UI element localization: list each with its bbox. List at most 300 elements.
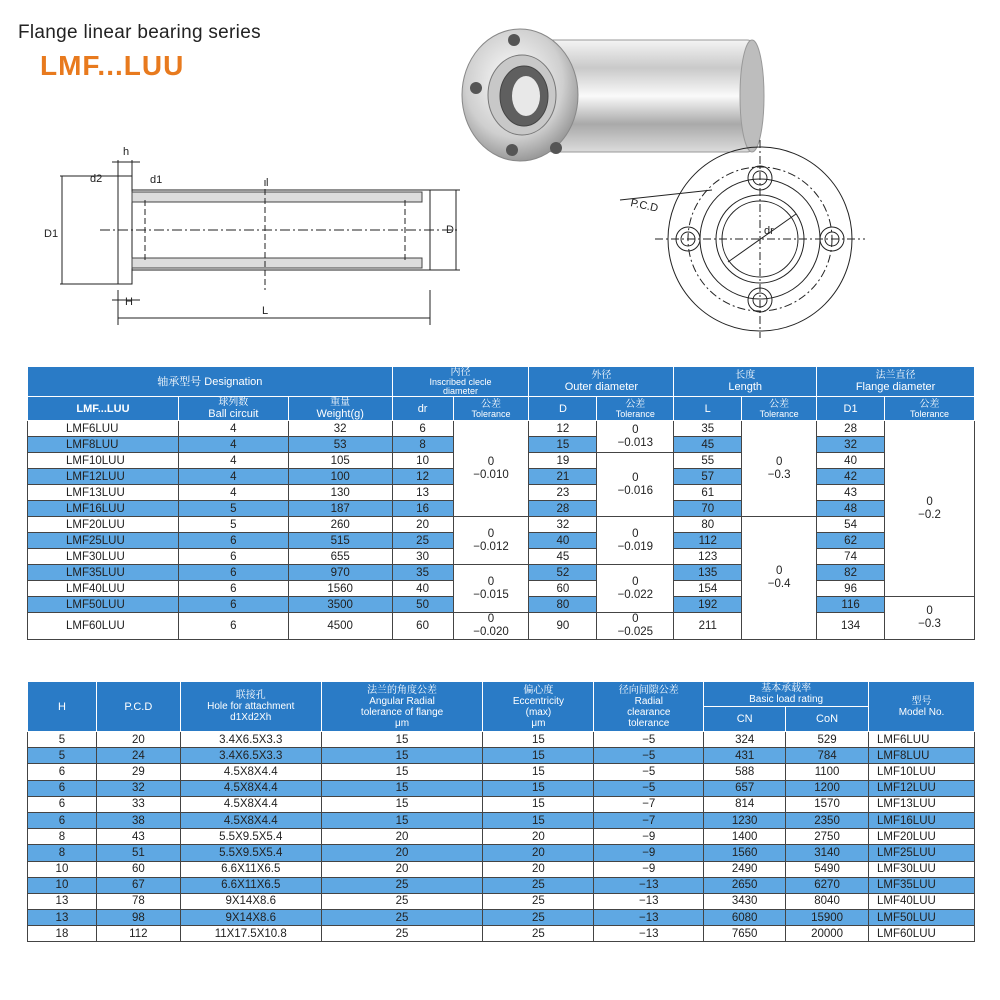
- D-tolerance-header: 公差 Tolerance: [597, 397, 674, 421]
- con-cell: 6270: [786, 877, 869, 893]
- tolerance-upper: 0: [632, 423, 639, 436]
- D-cell: 90: [529, 613, 597, 640]
- L-cell: 123: [674, 549, 742, 565]
- weight-cell: 32: [288, 421, 392, 437]
- model-cell: LMF35LUU: [28, 565, 179, 581]
- tolerance-lower: −0.013: [617, 436, 654, 449]
- tolerance-upper: 0: [775, 455, 783, 468]
- table-row: [28, 910, 975, 926]
- con-cell: 529: [786, 732, 869, 748]
- model-no-cell: LMF25LUU: [869, 845, 975, 861]
- dr-cell: 25: [392, 533, 453, 549]
- ball-circuit-cell: 6: [178, 565, 288, 581]
- D-cell: 45: [529, 549, 597, 565]
- con-cell: 3140: [786, 845, 869, 861]
- tolerance-upper: 0: [775, 565, 783, 577]
- hole-cell: 4.5X8X4.4: [180, 780, 321, 796]
- D-cell: 28: [529, 501, 597, 517]
- model-no-header: 型号 Model No.: [869, 682, 975, 732]
- table-row: [28, 926, 975, 942]
- eccentricity-header: 偏心度 Eccentricity (max) μm: [483, 682, 594, 732]
- model-no-cell: LMF60LUU: [869, 926, 975, 942]
- eccentricity-cell: 15: [483, 812, 594, 828]
- ball-circuit-header: 球列数 Ball circuit: [178, 397, 288, 421]
- eccentricity-cell: 20: [483, 861, 594, 877]
- D-cell: 80: [529, 597, 597, 613]
- tolerance-lower: −0.010: [473, 468, 509, 481]
- D1-header: D1: [817, 397, 885, 421]
- D-tolerance-cell: [597, 421, 674, 453]
- radial-clearance-cell: −5: [594, 732, 704, 748]
- weight-cell: 655: [288, 549, 392, 565]
- cn-cell: 431: [704, 748, 786, 764]
- model-cell: LMF30LUU: [28, 549, 179, 565]
- dr-tolerance-header: 公差 Tolerance: [453, 397, 529, 421]
- weight-cell: 515: [288, 533, 392, 549]
- model-no-cell: LMF40LUU: [869, 893, 975, 909]
- table-row: [28, 748, 975, 764]
- model-col-header: LMF...LUU: [28, 397, 179, 421]
- dr-cell: 6: [392, 421, 453, 437]
- pcd-cell: 98: [96, 910, 180, 926]
- cn-cell: 588: [704, 764, 786, 780]
- cn-cell: 7650: [704, 926, 786, 942]
- D1-cell: 43: [817, 485, 885, 501]
- weight-header: 重量 Weight(g): [288, 397, 392, 421]
- weight-cell: 1560: [288, 581, 392, 597]
- table-row: [28, 732, 975, 748]
- D-cell: 23: [529, 485, 597, 501]
- pcd-cell: 24: [96, 748, 180, 764]
- weight-cell: 3500: [288, 597, 392, 613]
- weight-cell: 105: [288, 453, 392, 469]
- L-cell: 192: [674, 597, 742, 613]
- hole-cell: 3.4X6.5X3.3: [180, 748, 321, 764]
- pcd-header: P.C.D: [96, 682, 180, 732]
- dr-cell: 16: [392, 501, 453, 517]
- ball-circuit-cell: 5: [178, 501, 288, 517]
- dr-cell: 40: [392, 581, 453, 597]
- table-row: [28, 613, 975, 640]
- tolerance-lower: −0.2: [918, 508, 941, 521]
- radial-clearance-cell: −13: [594, 893, 704, 909]
- angular-tolerance-cell: 15: [321, 796, 483, 812]
- dr-tolerance-cell: [453, 565, 529, 613]
- outer-diameter-header: 外径 Outer diameter: [529, 367, 674, 397]
- series-title: Flange linear bearing series: [18, 22, 261, 43]
- hole-cell: 4.5X8X4.4: [180, 812, 321, 828]
- hole-cell: 5.5X9.5X5.4: [180, 845, 321, 861]
- dr-header: dr: [392, 397, 453, 421]
- L-cell: 61: [674, 485, 742, 501]
- dim-pcd-label: P.C.D: [629, 197, 660, 215]
- tolerance-lower: −0.016: [617, 484, 654, 497]
- D1-cell: 28: [817, 421, 885, 437]
- model-cell: LMF60LUU: [28, 613, 179, 640]
- H-cell: 5: [28, 748, 97, 764]
- designation-header: 轴承型号 Designation: [28, 367, 393, 397]
- hole-cell: 3.4X6.5X3.3: [180, 732, 321, 748]
- dr-cell: 20: [392, 517, 453, 533]
- D-tolerance-cell: [597, 517, 674, 565]
- cn-cell: 324: [704, 732, 786, 748]
- bearing-photo: [462, 29, 764, 161]
- hole-cell: 6.6X11X6.5: [180, 877, 321, 893]
- weight-cell: 100: [288, 469, 392, 485]
- angular-tolerance-cell: 15: [321, 812, 483, 828]
- hole-cell: 9X14X8.6: [180, 893, 321, 909]
- model-cell: LMF12LUU: [28, 469, 179, 485]
- D-cell: 40: [529, 533, 597, 549]
- H-cell: 6: [28, 796, 97, 812]
- D1-cell: 96: [817, 581, 885, 597]
- dr-tolerance-cell: [453, 613, 529, 640]
- model-cell: LMF8LUU: [28, 437, 179, 453]
- front-view-drawing: [620, 140, 865, 338]
- L-cell: 135: [674, 565, 742, 581]
- tolerance-upper: 0: [487, 613, 495, 625]
- weight-cell: 970: [288, 565, 392, 581]
- table-row: [28, 421, 975, 437]
- weight-cell: 53: [288, 437, 392, 453]
- L-cell: 45: [674, 437, 742, 453]
- tolerance-upper: 0: [926, 495, 933, 508]
- D1-cell: 54: [817, 517, 885, 533]
- ball-circuit-cell: 6: [178, 597, 288, 613]
- model-no-cell: LMF12LUU: [869, 780, 975, 796]
- dim-d1-label: d1: [150, 174, 163, 186]
- dim-L-label: L: [262, 305, 269, 317]
- tolerance-lower: −0.022: [617, 588, 654, 601]
- H-cell: 8: [28, 845, 97, 861]
- angular-tolerance-cell: 15: [321, 732, 483, 748]
- model-cell: LMF40LUU: [28, 581, 179, 597]
- hole-header: 联接孔 Hole for attachment d1Xd2Xh: [180, 682, 321, 732]
- dr-cell: 30: [392, 549, 453, 565]
- pcd-cell: 112: [96, 926, 180, 942]
- cn-cell: 6080: [704, 910, 786, 926]
- cn-cell: 2650: [704, 877, 786, 893]
- D-cell: 12: [529, 421, 597, 437]
- L-cell: 154: [674, 581, 742, 597]
- radial-clearance-cell: −5: [594, 764, 704, 780]
- tolerance-lower: −0.020: [473, 626, 509, 638]
- model-no-cell: LMF30LUU: [869, 861, 975, 877]
- pcd-cell: 33: [96, 796, 180, 812]
- tolerance-upper: 0: [632, 613, 639, 625]
- con-cell: 20000: [786, 926, 869, 942]
- ball-circuit-cell: 6: [178, 613, 288, 640]
- L-tolerance-header: 公差 Tolerance: [742, 397, 817, 421]
- con-cell: 15900: [786, 910, 869, 926]
- dim-D-label: D: [446, 224, 454, 236]
- eccentricity-cell: 25: [483, 910, 594, 926]
- eccentricity-cell: 15: [483, 732, 594, 748]
- hole-cell: 4.5X8X4.4: [180, 796, 321, 812]
- radial-clearance-cell: −9: [594, 861, 704, 877]
- cn-cell: 1400: [704, 829, 786, 845]
- tolerance-upper: 0: [632, 575, 639, 588]
- D1-tolerance-header: 公差 Tolerance: [885, 397, 975, 421]
- dim-H-label: H: [125, 296, 133, 308]
- dr-cell: 50: [392, 597, 453, 613]
- dim-l-label: l: [266, 177, 269, 189]
- pcd-cell: 51: [96, 845, 180, 861]
- D1-cell: 40: [817, 453, 885, 469]
- cn-cell: 1230: [704, 812, 786, 828]
- pcd-cell: 38: [96, 812, 180, 828]
- radial-clearance-cell: −9: [594, 845, 704, 861]
- cn-header: CN: [704, 707, 786, 732]
- D-cell: 52: [529, 565, 597, 581]
- eccentricity-cell: 25: [483, 877, 594, 893]
- D-tolerance-cell: [597, 613, 674, 640]
- ball-circuit-cell: 6: [178, 533, 288, 549]
- model-cell: LMF10LUU: [28, 453, 179, 469]
- table-row: [28, 845, 975, 861]
- tolerance-lower: −0.025: [617, 626, 654, 638]
- D1-cell: 74: [817, 549, 885, 565]
- dr-cell: 8: [392, 437, 453, 453]
- dr-cell: 13: [392, 485, 453, 501]
- table-row: [28, 893, 975, 909]
- tolerance-lower: −0.012: [473, 540, 509, 553]
- eccentricity-cell: 20: [483, 845, 594, 861]
- model-no-cell: LMF20LUU: [869, 829, 975, 845]
- con-header: CoN: [786, 707, 869, 732]
- L-cell: 211: [674, 613, 742, 640]
- D-cell: 60: [529, 581, 597, 597]
- ball-circuit-cell: 4: [178, 469, 288, 485]
- radial-clearance-cell: −7: [594, 812, 704, 828]
- pcd-cell: 78: [96, 893, 180, 909]
- dr-tolerance-cell: [453, 517, 529, 565]
- angular-tolerance-cell: 20: [321, 829, 483, 845]
- inner-diameter-header: 内径 Inscribed clecle diameter: [392, 367, 529, 397]
- length-header: 长度 Length: [674, 367, 817, 397]
- D1-cell: 48: [817, 501, 885, 517]
- flange-diameter-header: 法兰直径 Flange diameter: [817, 367, 975, 397]
- ball-circuit-cell: 6: [178, 549, 288, 565]
- H-cell: 13: [28, 893, 97, 909]
- tolerance-lower: −0.3: [918, 618, 941, 630]
- H-cell: 5: [28, 732, 97, 748]
- radial-clearance-cell: −7: [594, 796, 704, 812]
- dr-cell: 60: [392, 613, 453, 640]
- weight-cell: 260: [288, 517, 392, 533]
- ball-circuit-cell: 4: [178, 421, 288, 437]
- cn-cell: 814: [704, 796, 786, 812]
- radial-clearance-cell: −13: [594, 877, 704, 893]
- tolerance-lower: −0.3: [767, 468, 791, 481]
- dim-d2-label: d2: [90, 173, 103, 185]
- tolerance-lower: −0.4: [767, 578, 791, 590]
- angular-tolerance-cell: 25: [321, 893, 483, 909]
- model-cell: LMF6LUU: [28, 421, 179, 437]
- angular-tolerance-cell: 25: [321, 926, 483, 942]
- H-cell: 18: [28, 926, 97, 942]
- L-tolerance-cell: [742, 421, 817, 517]
- model-no-cell: LMF8LUU: [869, 748, 975, 764]
- D-cell: 21: [529, 469, 597, 485]
- dim-dr-label: dr: [764, 225, 774, 237]
- eccentricity-cell: 15: [483, 796, 594, 812]
- pcd-cell: 32: [96, 780, 180, 796]
- hole-cell: 9X14X8.6: [180, 910, 321, 926]
- dr-cell: 35: [392, 565, 453, 581]
- con-cell: 2350: [786, 812, 869, 828]
- tolerance-upper: 0: [487, 575, 495, 588]
- H-cell: 6: [28, 780, 97, 796]
- H-cell: 13: [28, 910, 97, 926]
- eccentricity-cell: 25: [483, 893, 594, 909]
- cn-cell: 3430: [704, 893, 786, 909]
- tolerance-upper: 0: [487, 527, 495, 540]
- model-no-cell: LMF6LUU: [869, 732, 975, 748]
- D1-tolerance-cell: [885, 597, 975, 640]
- model-no-cell: LMF35LUU: [869, 877, 975, 893]
- pcd-cell: 43: [96, 829, 180, 845]
- model-no-cell: LMF10LUU: [869, 764, 975, 780]
- dr-cell: 12: [392, 469, 453, 485]
- D-tolerance-cell: [597, 453, 674, 517]
- L-cell: 70: [674, 501, 742, 517]
- angular-tolerance-cell: 15: [321, 748, 483, 764]
- model-no-cell: LMF16LUU: [869, 812, 975, 828]
- D-header: D: [529, 397, 597, 421]
- con-cell: 8040: [786, 893, 869, 909]
- angular-tolerance-cell: 15: [321, 780, 483, 796]
- model-cell: LMF13LUU: [28, 485, 179, 501]
- table-row: [28, 829, 975, 845]
- dimension-table: [27, 366, 975, 640]
- radial-clearance-cell: −13: [594, 910, 704, 926]
- dr-tolerance-cell: [453, 421, 529, 517]
- cn-cell: 2490: [704, 861, 786, 877]
- eccentricity-cell: 15: [483, 780, 594, 796]
- model-cell: LMF50LUU: [28, 597, 179, 613]
- radial-clearance-cell: −9: [594, 829, 704, 845]
- weight-cell: 187: [288, 501, 392, 517]
- angular-tolerance-cell: 20: [321, 845, 483, 861]
- technical-drawing: [0, 0, 1000, 350]
- radial-clearance-header: 径向间隙公差 Radial clearance tolerance: [594, 682, 704, 732]
- D1-cell: 32: [817, 437, 885, 453]
- model-cell: LMF25LUU: [28, 533, 179, 549]
- weight-cell: 4500: [288, 613, 392, 640]
- table-row: [28, 861, 975, 877]
- angular-tolerance-cell: 15: [321, 764, 483, 780]
- ball-circuit-cell: 5: [178, 517, 288, 533]
- table-row: [28, 780, 975, 796]
- L-cell: 55: [674, 453, 742, 469]
- table-row: [28, 796, 975, 812]
- L-cell: 112: [674, 533, 742, 549]
- tolerance-lower: −0.015: [473, 588, 509, 601]
- model-title: LMF...LUU: [40, 50, 185, 81]
- ball-circuit-cell: 4: [178, 485, 288, 501]
- H-cell: 10: [28, 877, 97, 893]
- H-cell: 6: [28, 812, 97, 828]
- ball-circuit-cell: 6: [178, 581, 288, 597]
- table-row: [28, 565, 975, 581]
- tolerance-upper: 0: [632, 471, 639, 484]
- ball-circuit-cell: 4: [178, 453, 288, 469]
- table-row: [28, 517, 975, 533]
- hole-cell: 11X17.5X10.8: [180, 926, 321, 942]
- pcd-cell: 20: [96, 732, 180, 748]
- angular-tolerance-cell: 25: [321, 910, 483, 926]
- weight-cell: 130: [288, 485, 392, 501]
- D-cell: 32: [529, 517, 597, 533]
- tolerance-lower: −0.019: [617, 540, 654, 553]
- L-cell: 80: [674, 517, 742, 533]
- L-header: L: [674, 397, 742, 421]
- D-tolerance-cell: [597, 565, 674, 613]
- dr-cell: 10: [392, 453, 453, 469]
- model-no-cell: LMF13LUU: [869, 796, 975, 812]
- H-cell: 8: [28, 829, 97, 845]
- dim-D1-label: D1: [44, 228, 59, 240]
- H-header: H: [28, 682, 97, 732]
- eccentricity-cell: 20: [483, 829, 594, 845]
- L-cell: 35: [674, 421, 742, 437]
- eccentricity-cell: 25: [483, 926, 594, 942]
- pcd-cell: 60: [96, 861, 180, 877]
- eccentricity-cell: 15: [483, 748, 594, 764]
- con-cell: 1100: [786, 764, 869, 780]
- con-cell: 2750: [786, 829, 869, 845]
- H-cell: 6: [28, 764, 97, 780]
- H-cell: 10: [28, 861, 97, 877]
- side-view-drawing: [60, 160, 460, 325]
- specification-table: [27, 681, 975, 942]
- ball-circuit-cell: 4: [178, 437, 288, 453]
- angular-tolerance-cell: 20: [321, 861, 483, 877]
- L-cell: 57: [674, 469, 742, 485]
- hole-cell: 6.6X11X6.5: [180, 861, 321, 877]
- table-row: [28, 764, 975, 780]
- con-cell: 1200: [786, 780, 869, 796]
- radial-clearance-cell: −13: [594, 926, 704, 942]
- hole-cell: 4.5X8X4.4: [180, 764, 321, 780]
- cn-cell: 657: [704, 780, 786, 796]
- L-tolerance-cell: [742, 517, 817, 640]
- D1-cell: 134: [817, 613, 885, 640]
- angular-tolerance-cell: 25: [321, 877, 483, 893]
- model-no-cell: LMF50LUU: [869, 910, 975, 926]
- load-rating-header: 基本承载率 Basic load rating: [704, 682, 869, 707]
- radial-clearance-cell: −5: [594, 748, 704, 764]
- con-cell: 784: [786, 748, 869, 764]
- radial-clearance-cell: −5: [594, 780, 704, 796]
- tolerance-upper: 0: [487, 455, 495, 468]
- D1-cell: 42: [817, 469, 885, 485]
- D1-cell: 62: [817, 533, 885, 549]
- eccentricity-cell: 15: [483, 764, 594, 780]
- model-cell: LMF16LUU: [28, 501, 179, 517]
- tolerance-upper: 0: [926, 605, 933, 617]
- tolerance-upper: 0: [632, 527, 639, 540]
- D1-cell: 116: [817, 597, 885, 613]
- D-cell: 15: [529, 437, 597, 453]
- hole-cell: 5.5X9.5X5.4: [180, 829, 321, 845]
- pcd-cell: 67: [96, 877, 180, 893]
- table-row: [28, 812, 975, 828]
- table-row: [28, 877, 975, 893]
- dim-h-label: h: [123, 146, 130, 158]
- model-cell: LMF20LUU: [28, 517, 179, 533]
